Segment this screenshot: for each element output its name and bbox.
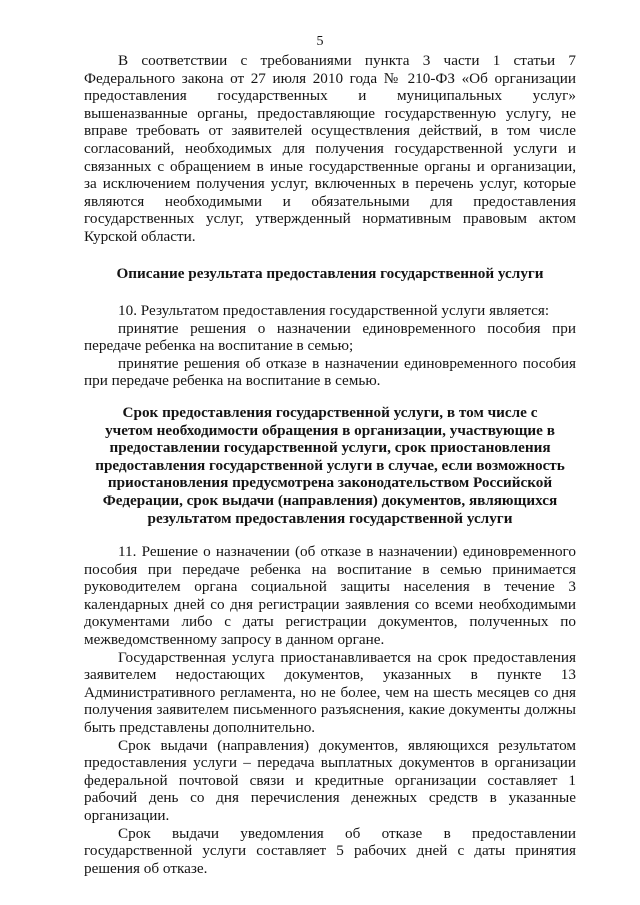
paragraph-issue-term: Срок выдачи (направления) документов, являющихся результатом предоставления услуги – передача выплатных документов в организации федеральной почтовой связи и кредитные организации составляет 1 рабочий день со дня перечисления денежных средств в указанные организации. xyxy=(84,736,576,824)
text-line: являются необходимыми и обязательными для предоставления xyxy=(84,192,576,210)
text-line: государственных услуг, утвержденный нормативным правовым актом xyxy=(84,210,576,228)
text-line: согласований, необходимых для получения государственной услуги и xyxy=(84,139,576,157)
section-heading-result: Описание результата предоставления государственной услуги xyxy=(116,265,544,282)
paragraph-result xyxy=(84,302,576,390)
text-line: вышеназванные органы, предоставляющие государственную услугу, не xyxy=(84,104,576,122)
text-line: вправе требовать от заявителей осуществления действий, в том числе xyxy=(84,122,576,140)
text-line: В соответствии с требованиями пункта 3 части 1 статьи 7 xyxy=(118,52,576,69)
heading-line: результатом предоставления государственной услуги xyxy=(147,509,513,527)
heading-line: Срок предоставления государственной услуги, в том числе с xyxy=(122,404,538,421)
heading-line: предоставлении государственной услуги, срок приостановления xyxy=(109,439,551,457)
section-heading-terms xyxy=(84,404,576,527)
text-line: Курской области. xyxy=(84,227,196,245)
list-item: принятие решения о назначении единовременного пособия при передаче ребенка на воспитание в семью; xyxy=(84,319,576,355)
paragraph-10: 10. Результатом предоставления государственной услуги является: xyxy=(118,302,550,319)
text-line: Федерального закона от 27 июля 2010 года № 210-ФЗ «Об организации xyxy=(84,69,576,87)
text-line: предоставления государственных и муниципальных услуг» xyxy=(84,87,576,105)
heading-line: приостановления предусмотрена законодательством Российской xyxy=(107,474,553,492)
heading-line: предоставления государственной услуги в случае, если возможность xyxy=(95,456,565,474)
paragraph-refusal-term: Срок выдачи уведомления об отказе в предоставлении государственной услуги составляет 5 рабочих дней с даты принятия решения об отказе. xyxy=(84,824,576,877)
paragraph-terms xyxy=(84,543,576,877)
heading-line: Федерации, срок выдачи (направления) документов, являющихся xyxy=(102,491,558,509)
paragraph-suspension: Государственная услуга приостанавливается на срок предоставления заявителем недостающих документов, указанных в пункте 13 Административного регламента, но не более, чем на шесть месяцев со дня получения заявителем письменного разъяснения, какие документы должны быть представлены дополнительно. xyxy=(84,648,576,736)
page-number: 5 xyxy=(316,34,324,49)
paragraph-intro xyxy=(84,52,576,246)
text-line: за исключением получения услуг, включенных в перечень услуг, которые xyxy=(84,175,576,193)
list-item: принятие решения об отказе в назначении единовременного пособия при передаче ребенка на воспитание в семью. xyxy=(84,354,576,390)
heading-line: учетом необходимости обращения в организации, участвующие в xyxy=(105,421,555,439)
paragraph-11: 11. Решение о назначении (об отказе в назначении) единовременного пособия при передаче ребенка на воспитание в семью принимается руководителем органа социальной защиты населения в течение 3 календарных дней со дня регистрации заявления со всеми необходимыми документами либо с даты регистрации документов, полученных по межведомственному запросу в данном органе. xyxy=(84,543,576,648)
text-line: связанных с обращением в иные государственные органы и организации, xyxy=(84,157,576,175)
